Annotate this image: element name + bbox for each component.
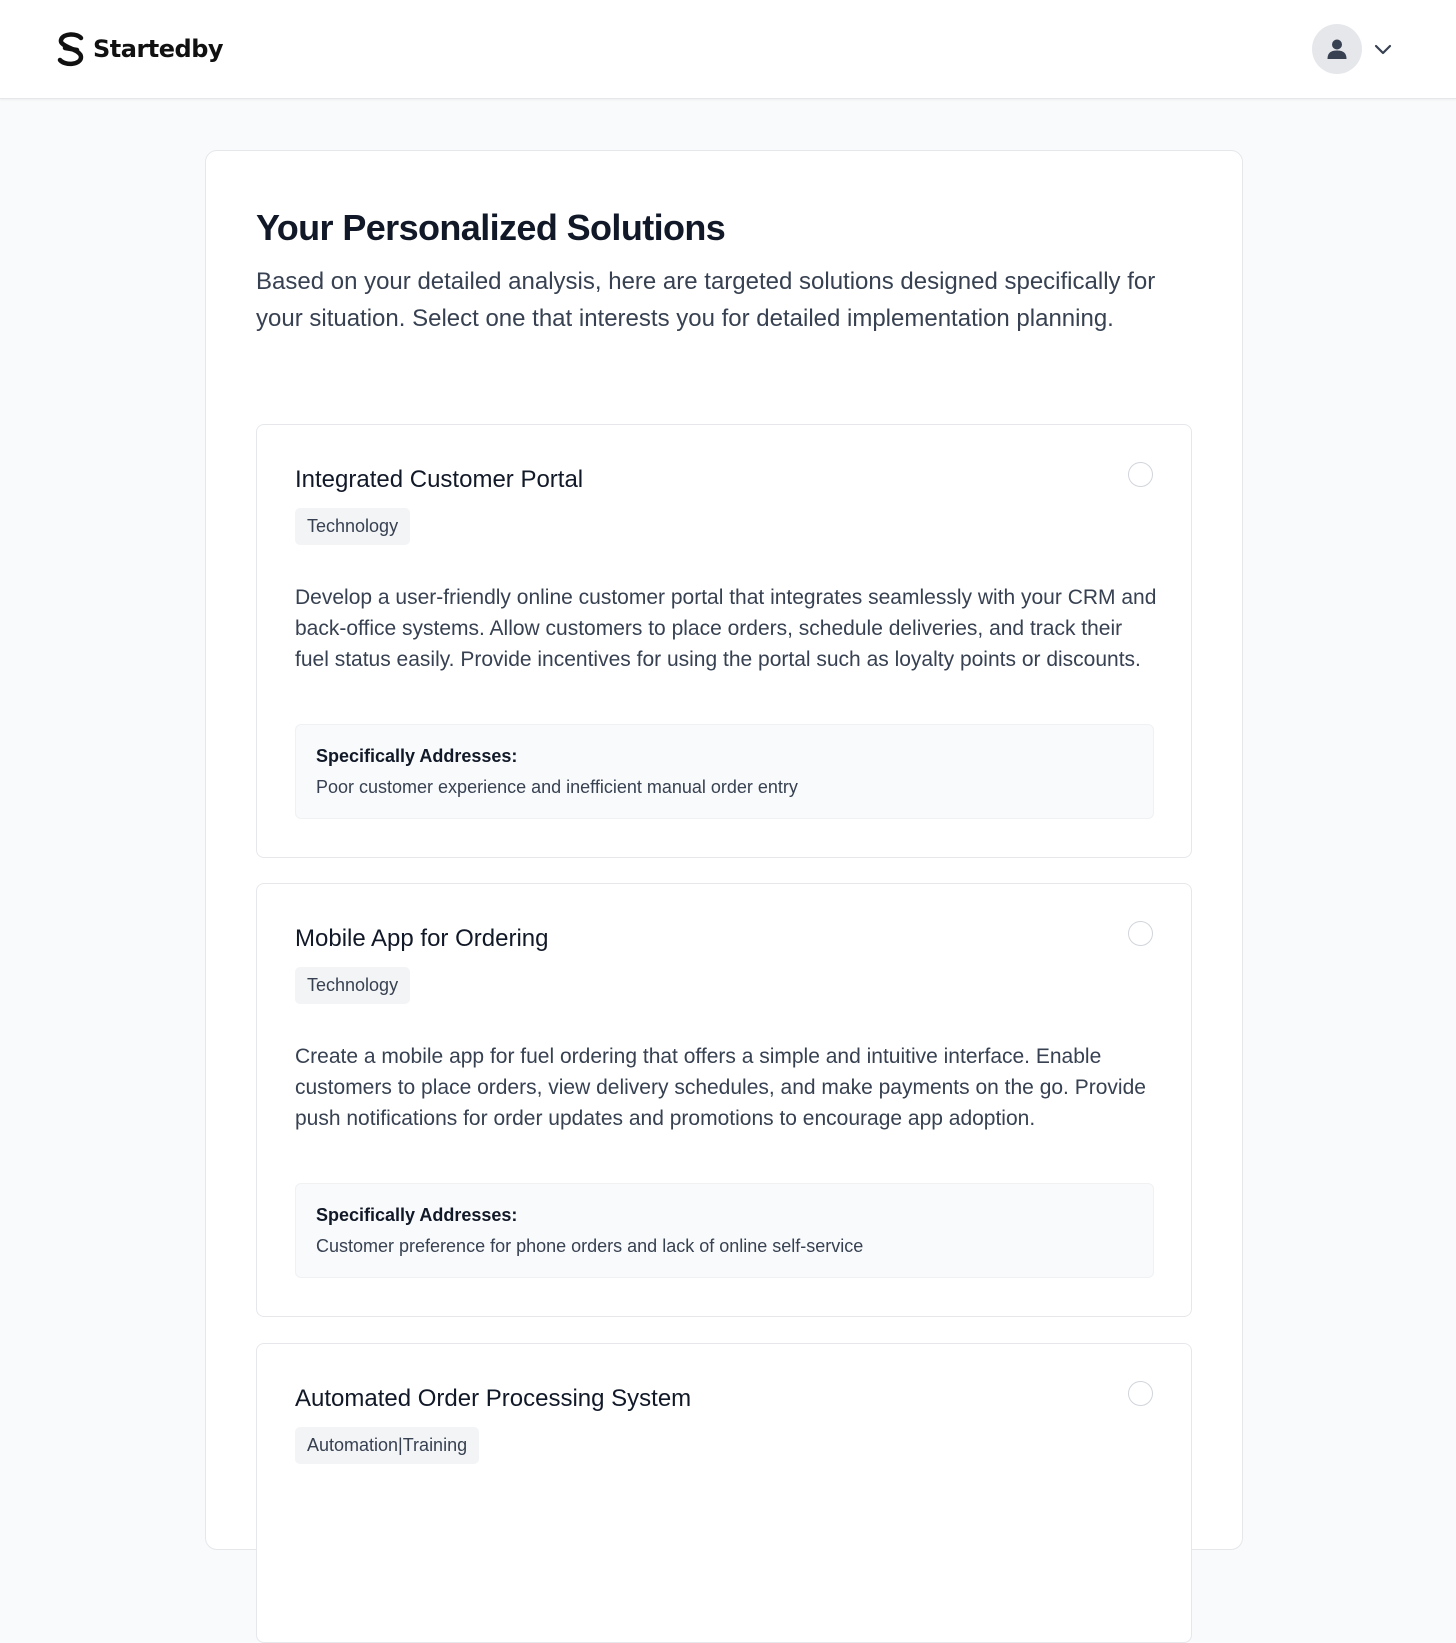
solution-card[interactable] <box>256 424 1192 858</box>
solution-title: Automated Order Processing System <box>295 1385 692 1412</box>
solution-title: Mobile App for Ordering <box>295 925 549 952</box>
category-tag: Automation|Training <box>295 1427 479 1464</box>
user-menu-button[interactable] <box>1312 24 1394 74</box>
solution-radio[interactable] <box>1128 921 1153 946</box>
solution-radio[interactable] <box>1128 462 1153 487</box>
addresses-text: Customer preference for phone orders and lack of online self-service <box>316 1236 864 1256</box>
solution-radio[interactable] <box>1128 1381 1153 1406</box>
avatar[interactable] <box>1312 24 1362 74</box>
addresses-box <box>295 1183 1154 1278</box>
solution-card[interactable] <box>256 883 1192 1317</box>
page-title: Your Personalized Solutions <box>256 207 726 248</box>
category-tag: Technology <box>295 967 410 1004</box>
addresses-label: Specifically Addresses: <box>316 746 518 766</box>
addresses-text: Poor customer experience and inefficient manual order entry <box>316 777 798 797</box>
top-bar <box>0 0 1456 99</box>
chevron-down-icon[interactable] <box>1372 38 1394 60</box>
solution-card[interactable] <box>256 1343 1192 1643</box>
solution-title: Integrated Customer Portal <box>295 466 584 493</box>
addresses-box <box>295 724 1154 819</box>
startedby-logo-icon <box>55 31 87 67</box>
brand-logo[interactable] <box>55 31 223 67</box>
solution-description: Develop a user-friendly online customer portal that integrates seamlessly with your CRM and back-office systems. Allow customers to place orders, schedule deliveries, and track their fuel status easily. Provide incentives for using the portal such as loyalty points or discounts. <box>295 586 1157 671</box>
addresses-label: Specifically Addresses: <box>316 1205 518 1225</box>
intro-text: Based on your detailed analysis, here are targeted solutions designed specifically for your situation. Select one that interests you for detailed implementation planning. <box>256 268 1156 332</box>
solution-description: Create a mobile app for fuel ordering that offers a simple and intuitive interface. Enable customers to place orders, view delivery schedules, and make payments on the go. Provide push notifications for order updates and promotions to encourage app adoption. <box>295 1045 1146 1130</box>
category-tag: Technology <box>295 508 410 545</box>
solutions-panel <box>205 150 1243 1550</box>
brand-name: Startedby <box>93 35 224 63</box>
user-icon <box>1326 38 1348 60</box>
